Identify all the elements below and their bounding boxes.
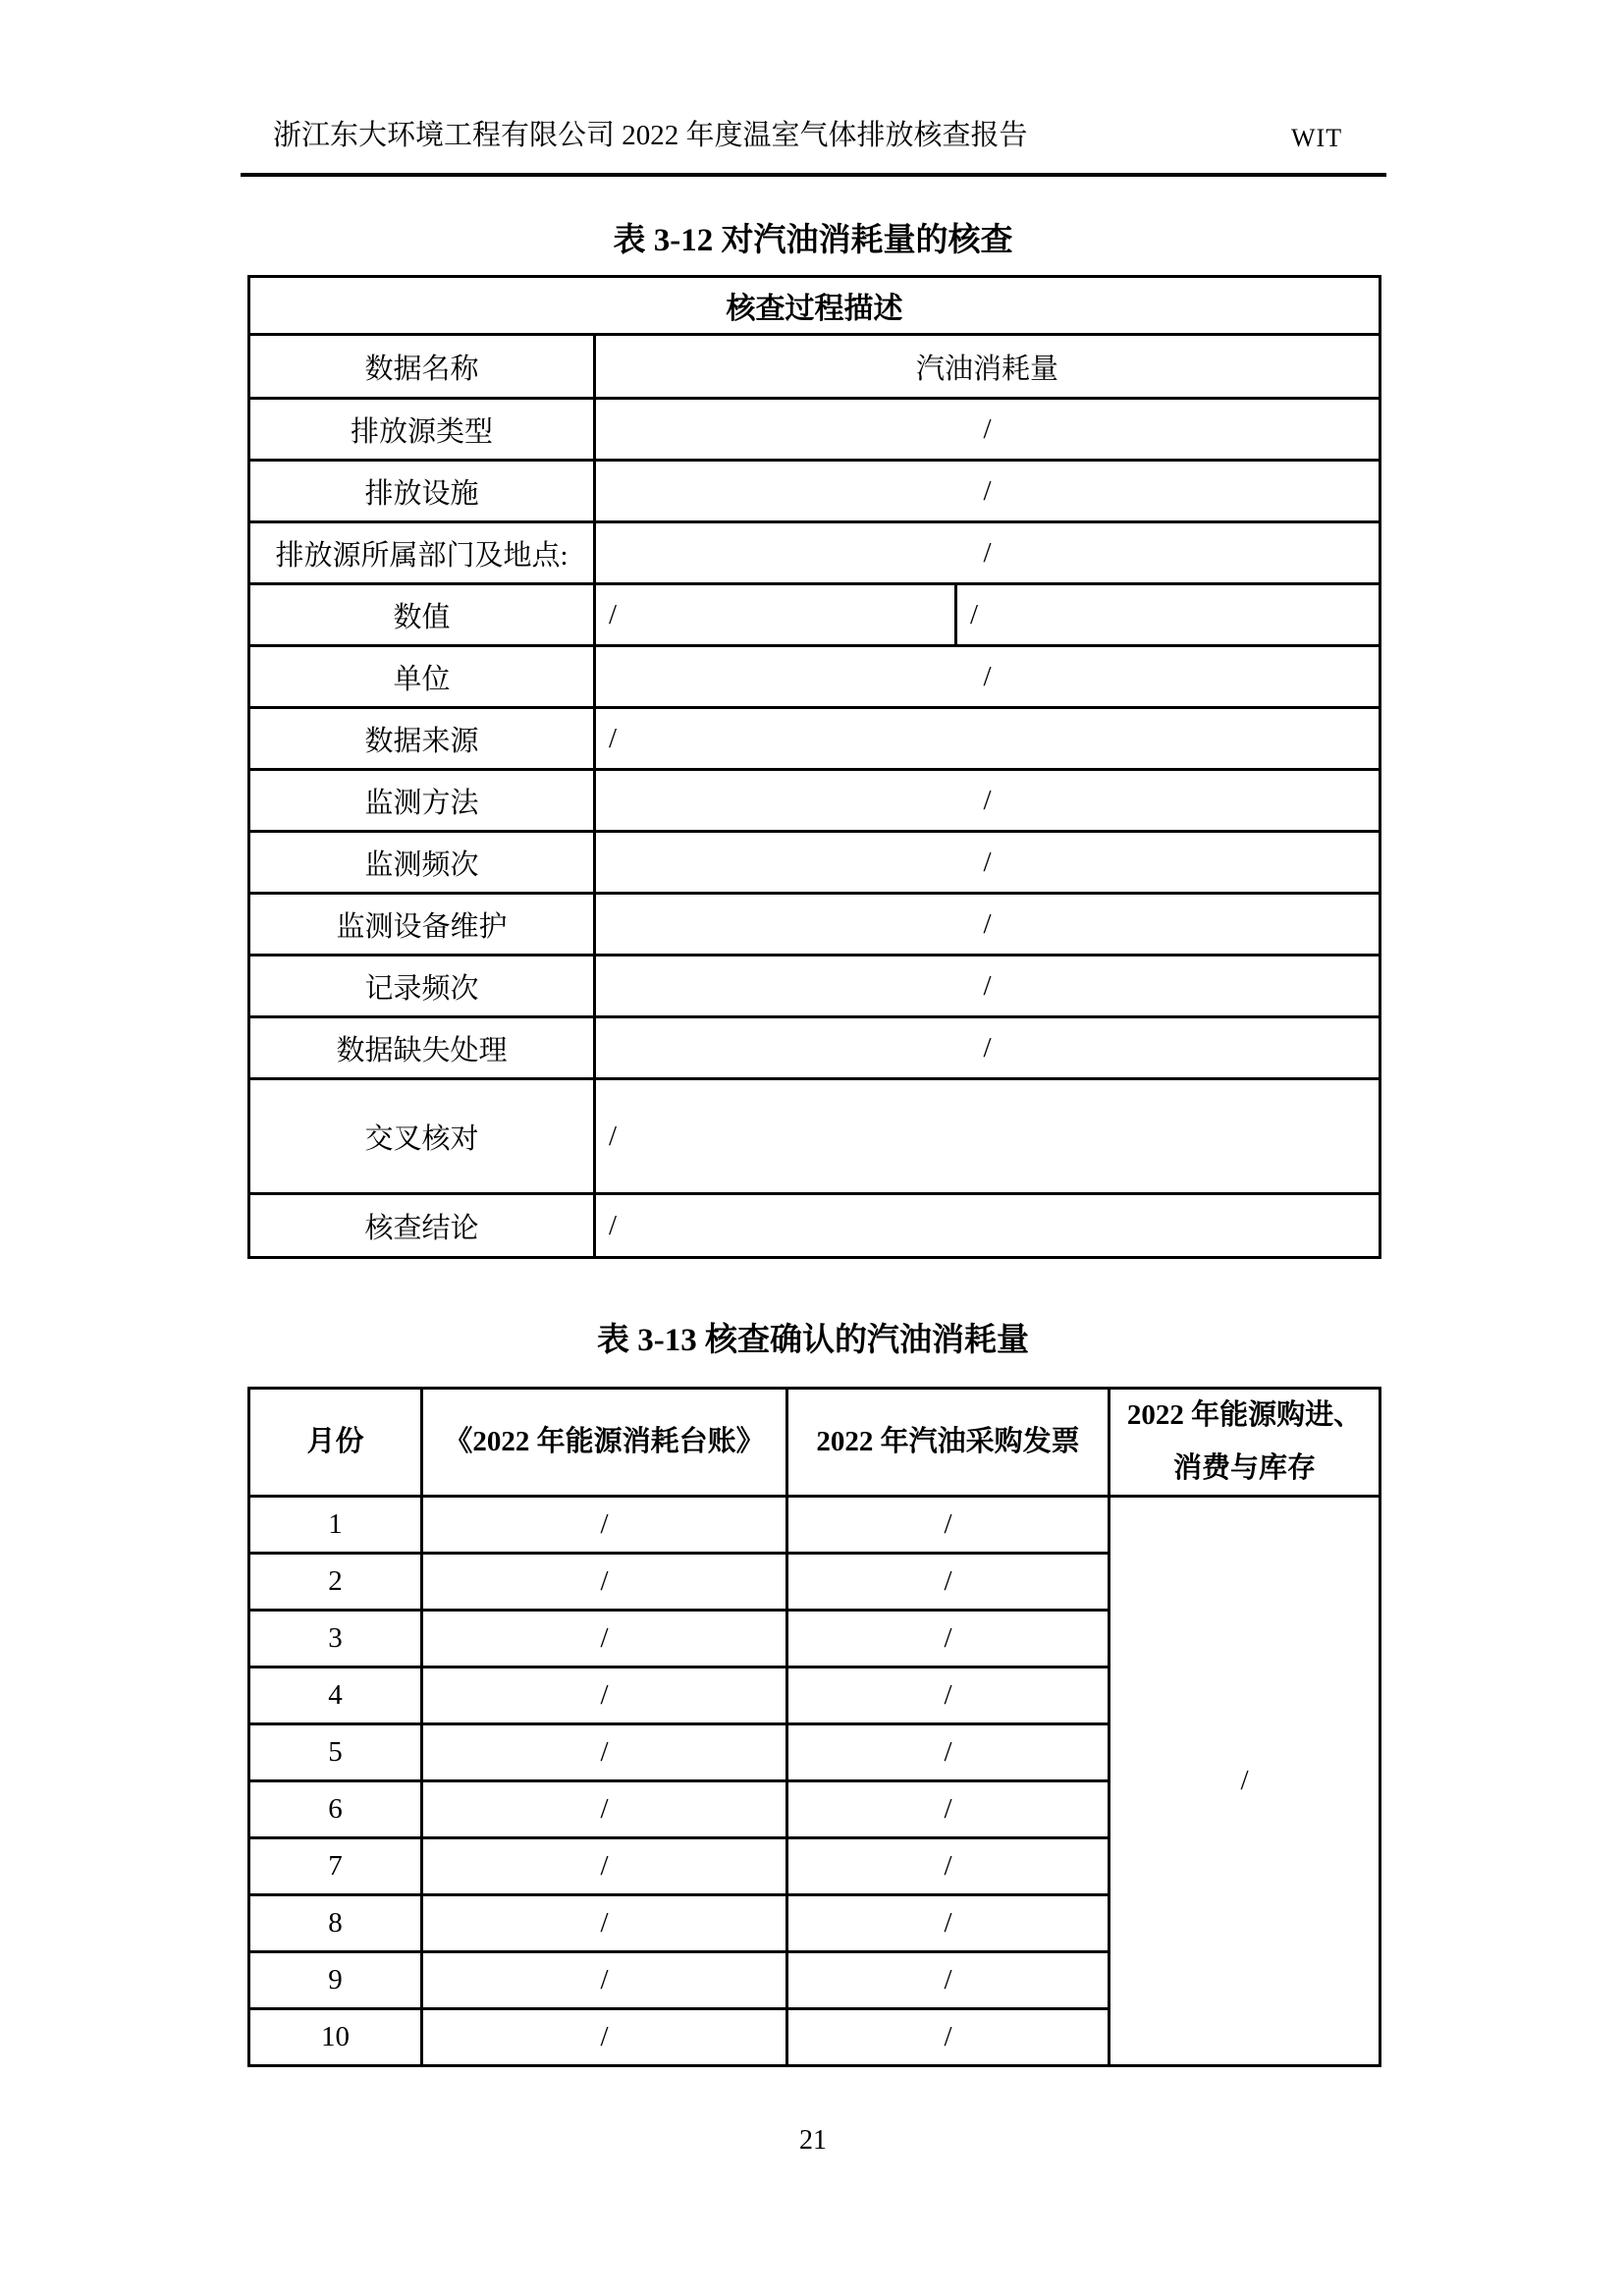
merged-value-cell: / <box>1110 1497 1380 2066</box>
month-cell: 3 <box>249 1611 422 1667</box>
invoice-cell: / <box>787 1781 1110 1838</box>
confirmed-consumption-table <box>247 1387 1381 2067</box>
table-row <box>249 399 1380 461</box>
header-divider <box>241 173 1386 177</box>
row-value: / <box>595 708 1380 770</box>
table-row <box>249 646 1380 708</box>
row-label: 记录频次 <box>249 956 595 1017</box>
row-label: 监测频次 <box>249 832 595 894</box>
ledger-cell: / <box>422 1497 787 1554</box>
month-cell: 8 <box>249 1895 422 1952</box>
month-cell: 1 <box>249 1497 422 1554</box>
row-value: / <box>595 461 1380 522</box>
table1-header-cell: 核查过程描述 <box>249 277 1380 335</box>
ledger-cell: / <box>422 2009 787 2066</box>
page-header-title: 浙江东大环境工程有限公司 2022 年度温室气体排放核查报告 <box>273 120 1028 151</box>
month-cell: 6 <box>249 1781 422 1838</box>
row-label: 单位 <box>249 646 595 708</box>
page-header-logo-text: WIT <box>1291 124 1343 152</box>
row-value: / <box>595 770 1380 832</box>
row-label: 数据名称 <box>249 335 595 399</box>
invoice-cell: / <box>787 1667 1110 1724</box>
table-row <box>249 956 1380 1017</box>
ledger-cell: / <box>422 1838 787 1895</box>
month-cell: 9 <box>249 1952 422 2009</box>
month-cell: 2 <box>249 1554 422 1611</box>
invoice-cell: / <box>787 1724 1110 1781</box>
table-row <box>249 584 1380 646</box>
ledger-cell: / <box>422 1952 787 2009</box>
row-label: 数据来源 <box>249 708 595 770</box>
month-cell: 5 <box>249 1724 422 1781</box>
row-label: 排放源类型 <box>249 399 595 461</box>
row-value: / <box>595 832 1380 894</box>
table-header-row <box>249 277 1380 335</box>
column-header-ledger: 《2022 年能源消耗台账》 <box>422 1389 787 1497</box>
invoice-cell: / <box>787 1554 1110 1611</box>
invoice-cell: / <box>787 1838 1110 1895</box>
verification-process-table <box>247 275 1381 1259</box>
table-row <box>249 461 1380 522</box>
row-label: 数据缺失处理 <box>249 1017 595 1079</box>
page-number: 21 <box>799 2125 827 2156</box>
table-row <box>249 1079 1380 1194</box>
table-row <box>249 708 1380 770</box>
table-row <box>249 1017 1380 1079</box>
month-cell: 7 <box>249 1838 422 1895</box>
invoice-cell: / <box>787 1611 1110 1667</box>
column-header-invoice: 2022 年汽油采购发票 <box>787 1389 1110 1497</box>
row-label: 核查结论 <box>249 1194 595 1258</box>
row-label: 排放源所属部门及地点: <box>249 522 595 584</box>
invoice-cell: / <box>787 1952 1110 2009</box>
ledger-cell: / <box>422 1554 787 1611</box>
row-value: / <box>595 1017 1380 1079</box>
invoice-cell: / <box>787 1895 1110 1952</box>
table-row <box>249 894 1380 956</box>
ledger-cell: / <box>422 1781 787 1838</box>
ledger-cell: / <box>422 1895 787 1952</box>
ledger-cell: / <box>422 1667 787 1724</box>
table-row <box>249 770 1380 832</box>
row-label: 数值 <box>249 584 595 646</box>
row-value: / <box>595 894 1380 956</box>
row-value: / <box>595 522 1380 584</box>
table-row <box>249 522 1380 584</box>
row-value-1: / <box>595 584 956 646</box>
row-value: / <box>595 956 1380 1017</box>
month-cell: 4 <box>249 1667 422 1724</box>
table-row <box>249 335 1380 399</box>
table-header-row <box>249 1389 1380 1497</box>
row-label: 交叉核对 <box>249 1079 595 1194</box>
ledger-cell: / <box>422 1724 787 1781</box>
row-value: / <box>595 399 1380 461</box>
month-cell: 10 <box>249 2009 422 2066</box>
row-label: 监测方法 <box>249 770 595 832</box>
column-header-month: 月份 <box>249 1389 422 1497</box>
row-value: / <box>595 1079 1380 1194</box>
row-label: 排放设施 <box>249 461 595 522</box>
table-row <box>249 1497 1380 1554</box>
row-label: 监测设备维护 <box>249 894 595 956</box>
table1-title: 表 3-12 对汽油消耗量的核查 <box>613 223 1013 258</box>
column-header-energy-report: 2022 年能源购进、消费与库存 <box>1110 1389 1380 1497</box>
row-value: 汽油消耗量 <box>595 335 1380 399</box>
row-value: / <box>595 646 1380 708</box>
invoice-cell: / <box>787 1497 1110 1554</box>
table-row <box>249 832 1380 894</box>
ledger-cell: / <box>422 1611 787 1667</box>
row-value-2: / <box>956 584 1380 646</box>
table2-title: 表 3-13 核查确认的汽油消耗量 <box>597 1323 1029 1358</box>
invoice-cell: / <box>787 2009 1110 2066</box>
table-row <box>249 1194 1380 1258</box>
row-value: / <box>595 1194 1380 1258</box>
